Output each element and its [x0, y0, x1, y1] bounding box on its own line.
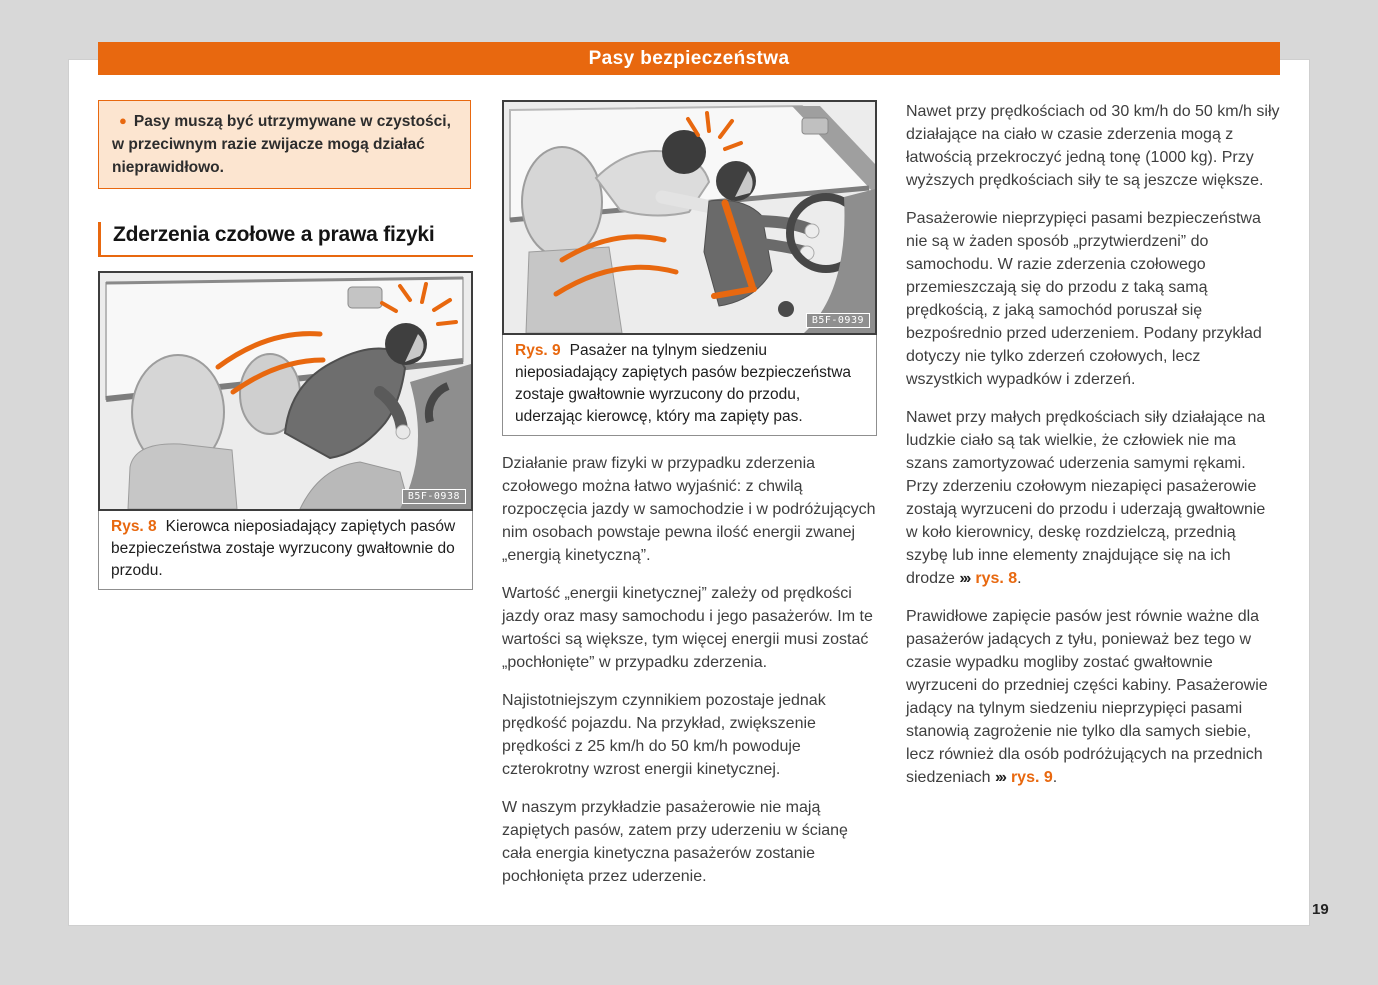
driver-hand: [396, 425, 410, 439]
driver-crash-illustration: [100, 273, 471, 509]
triple-chevron-icon: ›››: [994, 769, 1005, 786]
figure-8-reference-link[interactable]: rys. 8: [975, 570, 1018, 587]
section-heading-title: Zderzenia czołowe a prawa fizyki: [113, 223, 435, 246]
headrest: [522, 147, 602, 257]
figure-9: [502, 100, 877, 436]
figure-9-label: Rys. 9: [515, 342, 561, 359]
figure-9-caption-text: Pasażer na tylnym siedzeniu nieposiadający zapiętych pasów bezpieczeństwa zostaje gwałtownie wyrzucony do przodu, uderzając kierowcę, który ma zapięty pas.: [515, 342, 852, 425]
figure-8: [98, 271, 473, 590]
right-column: [906, 100, 1281, 804]
paragraph-suffix: .: [1017, 570, 1022, 587]
passenger-head: [662, 130, 706, 174]
paragraph: Działanie praw fizyki w przypadku zderzenia czołowego można łatwo wyjaśnić: z chwilą rozpoczęcia jazdy w samochodzie i w podróżujących nim osobach powstaje pewna ilość energii zwanej „energią kinetyczną”.: [502, 455, 876, 564]
section-heading: [98, 222, 473, 257]
paragraph: W naszym przykładzie pasażerowie nie mają zapiętych pasów, zatem przy uderzeniu w ścianę cała energia kinetyczna pasażerów zostanie pochłonięta przez uderzenie.: [502, 799, 848, 885]
paragraph: Nawet przy prędkościach od 30 km/h do 50 km/h siły działające na ciało w czasie zderzenia mogą z łatwością przekroczyć jedną tonę (1000 kg). Przy wyższych prędkościach siły te są jeszcze większe.: [906, 103, 1280, 189]
paragraph: Wartość „energii kinetycznej” zależy od prędkości jazdy oraz masy samochodu i jego pasażerów. Im te wartości są większe, tym więcej energii musi zostać „pochłonięte” w przypadku zderzenia.: [502, 585, 873, 671]
paragraph: Najistotniejszym czynnikiem pozostaje jednak prędkość pojazdu. Na przykład, zwiększenie prędkości z 25 km/h do 50 km/h powoduje czterokrotny wzrost energii kinetycznej.: [502, 692, 826, 778]
figure-9-caption: [502, 335, 877, 436]
seat-back: [526, 247, 622, 333]
chapter-title: Pasy bezpieczeństwa: [588, 47, 790, 69]
figure-9-illustration: [502, 100, 877, 335]
figure-8-caption: [98, 511, 473, 590]
manual-page: [69, 47, 1309, 925]
paragraph: [906, 605, 1281, 789]
bullet-icon: ●: [119, 113, 127, 128]
middle-column: [502, 100, 877, 903]
seat-back: [128, 444, 237, 509]
rearview-mirror: [348, 287, 382, 308]
gear-knob: [778, 301, 794, 317]
left-column: [98, 100, 473, 590]
figure-9-reference-link[interactable]: rys. 9: [1010, 769, 1053, 786]
driver-hand: [805, 224, 819, 238]
paragraph-text: Nawet przy małych prędkościach siły działające na ludzkie ciało są tak wielkie, że człowiek nie ma szans zamortyzować uderzenia samymi rękami. Przy zderzeniu czołowym niezapięci pasażerowie zostają wyrzuceni do przodu i uderzają gwałtownie w koło kierownicy, deskę rozdzielczą, przednią szybę lub inne elementy znajdujące się na ich drodze: [906, 409, 1266, 587]
figure-8-illustration: [98, 271, 473, 511]
figure-8-caption-text: Kierowca nieposiadający zapiętych pasów bezpieczeństwa zostaje wyrzucony gwałtownie do przodu.: [111, 518, 456, 579]
figure-8-label: Rys. 8: [111, 518, 157, 535]
paragraph-suffix: .: [1052, 769, 1058, 786]
warning-box: [98, 100, 471, 189]
triple-chevron-icon: ›››: [959, 570, 970, 587]
paragraph: [906, 406, 1281, 590]
figure-9-image-code: B5F-0939: [806, 313, 870, 328]
paragraph-text: Prawidłowe zapięcie pasów jest równie ważne dla pasażerów jadących z tyłu, ponieważ bez tego w czasie wypadku mogliby zostać gwałtownie wyrzuceni do przedniej części kabiny. Pasażerowie jadący na tylnym siedzeniu nieprzypięci pasami stanowią zagrożenie nie tylko dla samych siebie, lecz również dla osób podróżujących na przednich siedzeniach: [906, 608, 1268, 786]
paragraph: Pasażerowie nieprzypięci pasami bezpieczeństwa nie są w żaden sposób „przytwierdzeni” do samochodu. W razie zderzenia czołowego przemieszczają się do przodu z taką samą prędkością, z jaką samochód poruszał się bezpośrednio przed uderzeniem. Podany przykład dotyczy nie tylko zderzeń czołowych, lecz wszystkich wypadków i zderzeń.: [906, 210, 1262, 388]
chapter-header-bar: [98, 42, 1280, 75]
warning-text: Pasy muszą być utrzymywane w czystości, w przeciwnym razie zwijacze mogą działać nieprawidłowo.: [112, 113, 451, 176]
passenger-crash-illustration: [504, 102, 875, 333]
page-number: 19: [1312, 901, 1329, 918]
figure-8-image-code: B5F-0938: [402, 489, 466, 504]
rearview-mirror: [802, 118, 828, 134]
